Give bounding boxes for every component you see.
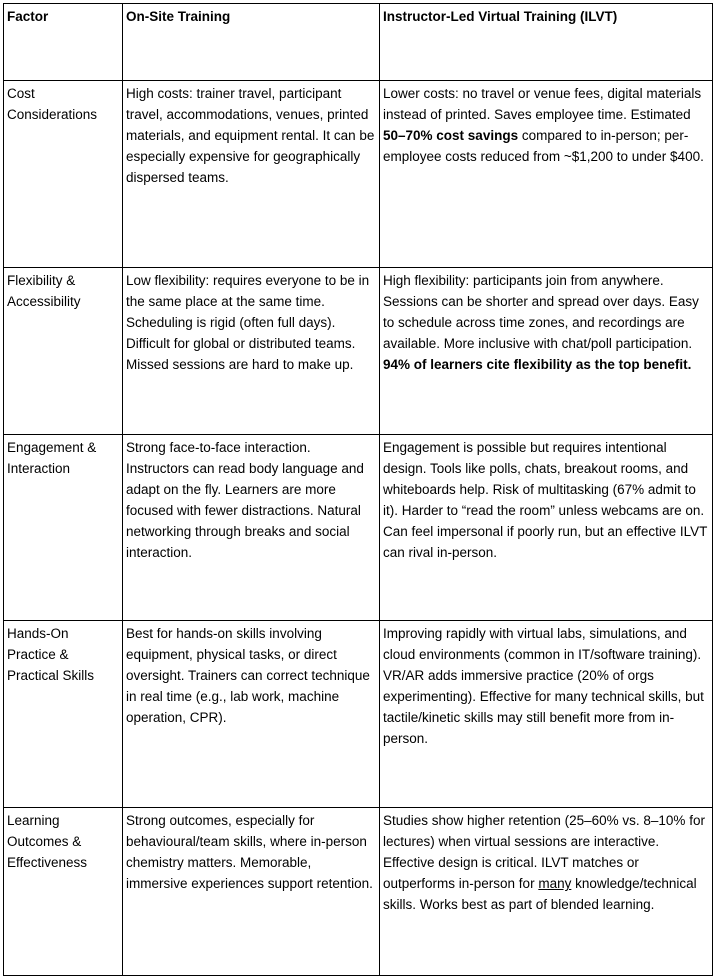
- cell-engagement-factor: Engagement & Interaction: [4, 435, 123, 621]
- cell-outcomes-factor: Learning Outcomes & Effectiveness: [4, 808, 123, 976]
- table-row-outcomes: [4, 808, 713, 976]
- cell-flexibility-onsite: Low flexibility: requires everyone to be in the same place at the same time. Scheduling is rigid (often full days). Difficult for global or distributed teams. Missed sessions are hard to make up.: [123, 268, 380, 435]
- cell-engagement-onsite: Strong face-to-face interaction. Instructors can read body language and adapt on the fly. Learners are more focused with fewer distractions. Natural networking through breaks and social interaction.: [123, 435, 380, 621]
- underlined-word-many: many: [538, 876, 572, 891]
- cost-ilvt-text-cont: compared to in-person; per-employee costs reduced from ~$1,200 to under $400.: [383, 128, 704, 164]
- flexibility-bold-stat: 94% of learners cite flexibility as the top benefit.: [383, 357, 692, 372]
- cost-ilvt-text: Lower costs: no travel or venue fees, digital materials instead of printed. Saves employee time. Estimated: [383, 86, 702, 122]
- header-cell-onsite: On-Site Training: [123, 4, 380, 81]
- header-cell-ilvt: Instructor-Led Virtual Training (ILVT): [380, 4, 713, 81]
- cell-handson-factor: Hands-On Practice & Practical Skills: [4, 621, 123, 808]
- table-row-handson: [4, 621, 713, 808]
- cell-handson-onsite: Best for hands-on skills involving equipment, physical tasks, or direct oversight. Trainers can correct technique in real time (e.g., lab work, machine operation, CPR).: [123, 621, 380, 808]
- cell-cost-ilvt: [380, 81, 713, 268]
- table-row-engagement: [4, 435, 713, 621]
- outcomes-ilvt-text: Studies show higher retention (25–60% vs. 8–10% for lectures) when virtual sessions are interactive. Effective design is critical. ILVT matches or outperforms in-person for: [383, 813, 705, 891]
- cell-engagement-ilvt: Engagement is possible but requires intentional design. Tools like polls, chats, breakout rooms, and whiteboards help. Risk of multitasking (67% admit to it). Harder to “read the room” unless webcams are on. Can feel impersonal if poorly run, but an effective ILVT can rival in-person.: [380, 435, 713, 621]
- table-row-flexibility: [4, 268, 713, 435]
- cell-flexibility-factor: Flexibility & Accessibility: [4, 268, 123, 435]
- flexibility-ilvt-text: High flexibility: participants join from anywhere. Sessions can be shorter and spread over days. Easy to schedule across time zones, and recordings are available. More inclusive with chat/poll participation.: [383, 273, 699, 351]
- cell-outcomes-onsite: Strong outcomes, especially for behavioural/team skills, where in-person chemistry matters. Memorable, immersive experiences support retention.: [123, 808, 380, 976]
- cost-savings-bold-stat: 50–70% cost savings: [383, 128, 519, 143]
- cell-flexibility-ilvt: [380, 268, 713, 435]
- outcomes-ilvt-text-cont: knowledge/technical skills. Works best as part of blended learning.: [383, 876, 697, 912]
- cell-cost-onsite: High costs: trainer travel, participant travel, accommodations, venues, printed materials, and equipment rental. It can be especially expensive for geographically dispersed teams.: [123, 81, 380, 268]
- cell-outcomes-ilvt: [380, 808, 713, 976]
- header-row: [4, 4, 713, 81]
- header-cell-factor: Factor: [4, 4, 123, 81]
- table-row-cost: [4, 81, 713, 268]
- cell-handson-ilvt: Improving rapidly with virtual labs, simulations, and cloud environments (common in IT/software training). VR/AR adds immersive practice (20% of orgs experimenting). Effective for many technical skills, but tactile/kinetic skills may still benefit more from in-person.: [380, 621, 713, 808]
- cell-cost-factor: Cost Considerations: [4, 81, 123, 268]
- comparison-table: [3, 3, 713, 976]
